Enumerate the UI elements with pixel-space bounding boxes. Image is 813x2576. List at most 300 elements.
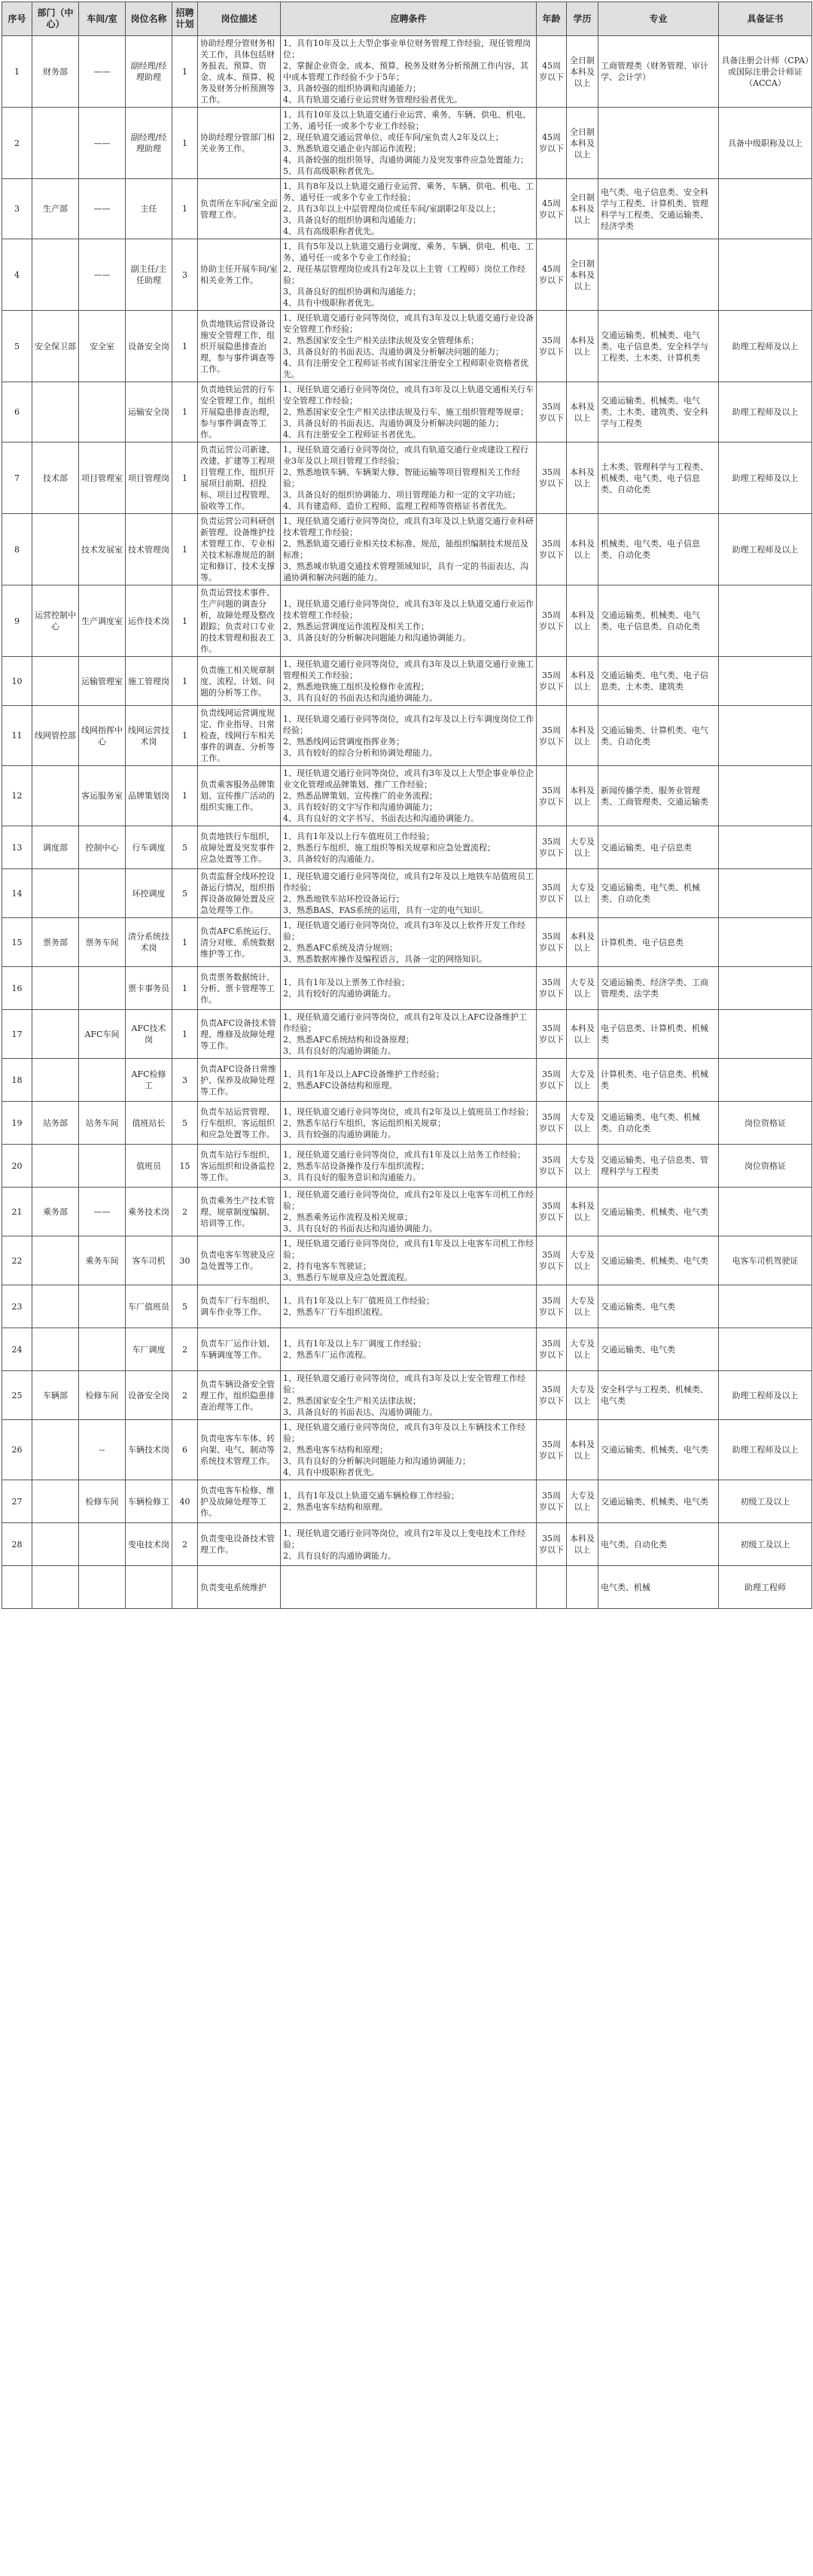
post-description-cell: 负责施工相关规章制度、流程、计划、问题的分析等工作。 [198, 657, 281, 706]
education-cell: 大专及以上 [567, 967, 598, 1010]
certificate-cell [719, 239, 812, 311]
requirement-line: 4、具有高级职称者优先。 [283, 227, 379, 236]
department-cell: 车辆部 [32, 1371, 79, 1420]
certificate-cell: 助理工程师及以上 [719, 311, 812, 382]
requirements-cell [281, 1010, 537, 1059]
requirement-line: 3、熟悉BAS、FAS系统的运用，具有一定的电气知识。 [283, 905, 489, 915]
age-limit-cell: 35周岁以下 [537, 657, 567, 706]
row-number-cell: 5 [2, 311, 32, 382]
requirement-line: 1、现任轨道交通行业同等岗位，或具有1年及以上站务工作经验； [283, 1149, 525, 1160]
post-name-cell: 车厂值班员 [126, 1285, 172, 1328]
age-limit-cell: 35周岁以下 [537, 382, 567, 443]
post-name-cell: 设备安全岗 [126, 311, 172, 382]
workshop-cell [79, 1566, 126, 1609]
hiring-plan-cell: 1 [172, 585, 198, 657]
certificate-cell: 电客车司机驾驶证 [719, 1236, 812, 1285]
requirement-line: 2、持有电客车驾驶证； [283, 1261, 371, 1271]
major-cell: 交通运输类、机械类、电气类、电子信息类、安全科学与工程类、土木类、计算机类 [598, 311, 719, 382]
hiring-plan-cell: 1 [172, 108, 198, 179]
table-row [2, 826, 812, 869]
hiring-plan-cell: 15 [172, 1145, 198, 1188]
post-name-cell: 车辆技术岗 [126, 1420, 172, 1480]
education-cell: 全日制本科及以上 [567, 239, 598, 311]
table-row [2, 918, 812, 967]
major-cell: 电气类、机械 [598, 1566, 719, 1609]
major-cell: 交通运输类、电子信息类、管理科学与工程类 [598, 1145, 719, 1188]
table-row [2, 1371, 812, 1420]
post-description-cell: 负责车辆设备安全管理工作，组织隐患排查治理等工作。 [198, 1371, 281, 1420]
requirements-cell [281, 1285, 537, 1328]
workshop-cell [79, 869, 126, 918]
department-cell: 票务部 [32, 918, 79, 967]
education-cell: 大专及以上 [567, 1236, 598, 1285]
certificate-cell [719, 1285, 812, 1328]
requirements-cell [281, 179, 537, 239]
hiring-plan-cell: 40 [172, 1480, 198, 1523]
major-cell: 工商管理类（财务管理、审计学、会计学） [598, 36, 719, 108]
requirement-line: 3、具备较好的沟通能力。 [283, 853, 379, 864]
requirement-line: 2、现任轨道交通运营单位、或任车间/室负责人2年及以上； [283, 132, 504, 142]
workshop-cell: —— [79, 239, 126, 311]
requirement-line: 1、现任轨道交通行业同等岗位，或具有2年及以上AFC设备维护工作经验； [283, 1012, 527, 1033]
header-cell: 序号 [2, 2, 32, 36]
hiring-plan-cell: 1 [172, 514, 198, 585]
post-name-cell: 车辆检修工 [126, 1480, 172, 1523]
row-number-cell: 12 [2, 766, 32, 826]
post-name-cell: 环控调度 [126, 869, 172, 918]
hiring-plan-cell: 2 [172, 1523, 198, 1566]
education-cell: 本科及以上 [567, 1188, 598, 1236]
hiring-plan-cell: 30 [172, 1236, 198, 1285]
post-description-cell: 负责线网运营调度规定、作业指导、日常检查，线网行车相关事件的调查、分析等工作。 [198, 706, 281, 766]
major-cell [598, 239, 719, 311]
post-description-cell: 负责车站运营管理、行车组织、客运组织和应急处置等工作。 [198, 1102, 281, 1145]
requirement-line: 2、掌握企业资金、成本、预算、税务及财务分析预测工作内容，其中成本管理工作经验不少于5年； [283, 61, 528, 82]
post-description-cell: 负责车厂行车组织、调车作业等工作。 [198, 1285, 281, 1328]
row-number-cell: 28 [2, 1523, 32, 1566]
requirements-cell [281, 1566, 537, 1609]
education-cell: 本科及以上 [567, 1010, 598, 1059]
requirement-line: 3、具备良好的组织协调能力、项目管理能力和一定的文字功底； [283, 490, 520, 500]
major-cell: 交通运输类、电气类 [598, 1285, 719, 1328]
major-cell: 交通运输类、机械类、电气类、电子信息类、自动化类 [598, 585, 719, 657]
row-number-cell [2, 1566, 32, 1609]
requirements-cell [281, 1523, 537, 1566]
certificate-cell: 助理工程师及以上 [719, 443, 812, 514]
header-cell: 具备证书 [719, 2, 812, 36]
workshop-cell: 线网指挥中心 [79, 706, 126, 766]
table-row [2, 1566, 812, 1609]
certificate-cell [719, 1188, 812, 1236]
post-name-cell: 副经理/经理助理 [126, 36, 172, 108]
major-cell: 新闻传播学类、服务业管理类、工商管理类、交通运输类 [598, 766, 719, 826]
requirement-line: 4、具备较强的组织领导、沟通协调能力及突发事件应急处置能力； [283, 155, 528, 165]
education-cell: 本科及以上 [567, 1523, 598, 1566]
hiring-plan-cell: 1 [172, 657, 198, 706]
requirement-line: 1、现任轨道交通行业同等岗位，或具有3年及以上软件开发工作经验； [283, 920, 525, 941]
post-name-cell: 副主任/主任助理 [126, 239, 172, 311]
workshop-cell [79, 1145, 126, 1188]
age-limit-cell: 35周岁以下 [537, 1236, 567, 1285]
requirement-line: 3、具备良好的组织协调和沟通能力； [283, 287, 421, 297]
requirement-line: 3、具有较好的文字写作和沟通协调能力； [283, 802, 437, 812]
education-cell: 本科及以上 [567, 657, 598, 706]
requirement-line: 1、具有1年及以上行车值班员工作经验； [283, 831, 434, 841]
table-row [2, 1059, 812, 1102]
requirements-cell [281, 36, 537, 108]
education-cell: 本科及以上 [567, 1420, 598, 1480]
row-number-cell: 26 [2, 1420, 32, 1480]
major-cell: 土木类、管理科学与工程类、机械类、电气类、电子信息类、自动化类 [598, 443, 719, 514]
department-cell [32, 514, 79, 585]
row-number-cell: 27 [2, 1480, 32, 1523]
department-cell [32, 1236, 79, 1285]
post-description-cell: 负责地铁运营的行车安全管理工作，组织开展隐患排查治理，参与事件调查等工作。 [198, 382, 281, 443]
age-limit-cell: 35周岁以下 [537, 1188, 567, 1236]
requirement-line: 4、具有轨道交通行业运营财务管理经验者优先。 [283, 95, 462, 105]
department-cell [32, 1059, 79, 1102]
requirement-line: 3、具备良好的组织协调和沟通能力； [283, 215, 421, 225]
requirement-line: 5、具有高级职称者优先。 [283, 166, 379, 176]
department-cell: 站务部 [32, 1102, 79, 1145]
post-description-cell: 负责乘务生产技术管理、规章制度编制、培训等工作。 [198, 1188, 281, 1236]
requirement-line: 2、熟悉国家安全生产相关法律法规； [283, 1396, 421, 1406]
post-name-cell: AFC检修工 [126, 1059, 172, 1102]
requirement-line: 3、具有良好的沟通协调能力。 [283, 1046, 396, 1056]
requirement-line: 2、熟悉电客车结构和原理； [283, 1445, 388, 1455]
certificate-cell: 助理工程师及以上 [719, 1371, 812, 1420]
workshop-cell: —— [79, 36, 126, 108]
requirement-line: 1、具有1年及以上票务工作经验； [283, 978, 410, 987]
workshop-cell [79, 1059, 126, 1102]
hiring-plan-cell: 2 [172, 1371, 198, 1420]
post-description-cell: 负责变电系统维护 [198, 1566, 281, 1609]
certificate-cell [719, 1010, 812, 1059]
requirement-line: 1、现任轨道交通行业同等岗位，或具有3年及以上轨道交通行业科研技术管理工作经验； [283, 516, 534, 537]
row-number-cell: 23 [2, 1285, 32, 1328]
education-cell: 本科及以上 [567, 918, 598, 967]
requirement-line: 2、熟悉车站行车组织、客运组织相关规章； [283, 1118, 446, 1128]
post-description-cell: 负责票务数据统计、分析、票卡管理等工作。 [198, 967, 281, 1010]
table-row [2, 1102, 812, 1145]
header-row [2, 2, 812, 36]
certificate-cell [719, 657, 812, 706]
requirement-line: 2、熟悉AFC设备结构和原理。 [283, 1081, 397, 1090]
department-cell [32, 1523, 79, 1566]
row-number-cell: 16 [2, 967, 32, 1010]
workshop-cell: —— [79, 1188, 126, 1236]
requirement-line: 3、具备良好的分析解决问题能力和沟通协调能力。 [283, 633, 470, 643]
education-cell: 本科及以上 [567, 311, 598, 382]
row-number-cell: 4 [2, 239, 32, 311]
workshop-cell: 站务车间 [79, 1102, 126, 1145]
department-cell [32, 967, 79, 1010]
major-cell: 交通运输类、经济学类、工商管理类、法学类 [598, 967, 719, 1010]
post-name-cell: 车厂调度 [126, 1328, 172, 1371]
requirement-line: 2、熟悉车站设备操作及行车组织流程； [283, 1160, 429, 1171]
header-cell: 岗位描述 [198, 2, 281, 36]
requirement-line: 2、熟悉地铁车站环控设备运行； [283, 894, 404, 904]
hiring-plan-cell: 1 [172, 311, 198, 382]
age-limit-cell: 35周岁以下 [537, 1010, 567, 1059]
department-cell [32, 1145, 79, 1188]
post-name-cell: 施工管理岗 [126, 657, 172, 706]
header-cell: 岗位名称 [126, 2, 172, 36]
education-cell: 大专及以上 [567, 1102, 598, 1145]
department-cell: 乘务部 [32, 1188, 79, 1236]
major-cell: 交通运输类、机械类、电气类、土木类、建筑类、安全科学与工程类 [598, 382, 719, 443]
post-name-cell: 变电技术岗 [126, 1523, 172, 1566]
header-cell: 年龄 [537, 2, 567, 36]
certificate-cell [719, 766, 812, 826]
post-description-cell: 负责地铁运营设备设施安全管理工作，组织开展隐患排查治理，参与事件调查等工作。 [198, 311, 281, 382]
major-cell: 交通运输类、电气类、机械类、自动化类 [598, 1102, 719, 1145]
post-description-cell: 负责所在车间/室全面管理工作。 [198, 179, 281, 239]
row-number-cell: 14 [2, 869, 32, 918]
education-cell: 本科及以上 [567, 514, 598, 585]
workshop-cell: 检修车间 [79, 1480, 126, 1523]
row-number-cell: 6 [2, 382, 32, 443]
post-name-cell: 技术管理岗 [126, 514, 172, 585]
row-number-cell: 18 [2, 1059, 32, 1102]
workshop-cell: 项目管理室 [79, 443, 126, 514]
age-limit-cell: 35周岁以下 [537, 1420, 567, 1480]
requirement-line: 3、具有较好的综合分析和协调处理能力。 [283, 747, 437, 758]
department-cell: 生产部 [32, 179, 79, 239]
education-cell: 大专及以上 [567, 869, 598, 918]
certificate-cell [719, 826, 812, 869]
education-cell: 大专及以上 [567, 1371, 598, 1420]
requirement-line: 3、具备良好的书面表达、沟通协调能力。 [283, 1407, 437, 1417]
requirement-line: 2、熟悉AFC系统结构和设备原理； [283, 1035, 414, 1045]
hiring-plan-cell: 1 [172, 918, 198, 967]
department-cell [32, 1010, 79, 1059]
requirements-cell [281, 514, 537, 585]
workshop-cell: —— [79, 108, 126, 179]
requirements-cell [281, 108, 537, 179]
requirements-cell [281, 1480, 537, 1523]
requirement-line: 1、现任轨道交通行业同等岗位，或具有轨道交通行业或建设工程行业3年及以上项目管理工作经验； [283, 445, 528, 466]
requirement-line: 3、具备良好的书面表达、沟通协调及分析解决问题的能力； [283, 347, 504, 357]
requirements-cell [281, 1236, 537, 1285]
requirement-line: 1、现任轨道交通行业同等岗位，或具有2年及以上电客车司机工作经验； [283, 1190, 534, 1211]
requirement-line: 1、具有10年及以上大型企事业单位财务管理工作经验，现任管理岗位； [283, 38, 531, 59]
age-limit-cell: 35周岁以下 [537, 766, 567, 826]
table-row [2, 443, 812, 514]
workshop-cell: -- [79, 1420, 126, 1480]
row-number-cell: 20 [2, 1145, 32, 1188]
age-limit-cell: 35周岁以下 [537, 514, 567, 585]
requirement-line: 1、现任轨道交通行业同等岗位，或具有3年及以上轨道交通行业施工管理相关工作经验； [283, 659, 534, 680]
post-name-cell: 乘务技术岗 [126, 1188, 172, 1236]
post-description-cell: 协助经理分管财务相关工作，具体包括财务报表、预算、资金、成本、预算、税务及财务分析预测等工作。 [198, 36, 281, 108]
requirements-cell [281, 585, 537, 657]
requirements-cell [281, 1371, 537, 1420]
major-cell: 交通运输类、电气类 [598, 1328, 719, 1371]
requirement-line: 1、现任轨道交通行业同等岗位，或具有1年及以上电客车司机工作经验； [283, 1239, 534, 1260]
certificate-cell: 具备中级职称及以上 [719, 108, 812, 179]
workshop-cell: 技术发展室 [79, 514, 126, 585]
post-name-cell: 客车司机 [126, 1236, 172, 1285]
requirements-cell [281, 382, 537, 443]
certificate-cell [719, 179, 812, 239]
requirement-line: 1、具有1年及以上AFC设备维护工作经验； [283, 1069, 444, 1079]
post-name-cell: AFC技术岗 [126, 1010, 172, 1059]
row-number-cell: 17 [2, 1010, 32, 1059]
age-limit-cell: 35周岁以下 [537, 311, 567, 382]
age-limit-cell: 35周岁以下 [537, 1102, 567, 1145]
major-cell: 交通运输类、电子信息类 [598, 826, 719, 869]
requirement-line: 2、具有良好的沟通协调能力。 [283, 1550, 396, 1561]
department-cell [32, 1480, 79, 1523]
age-limit-cell: 45周岁以下 [537, 36, 567, 108]
workshop-cell [79, 1523, 126, 1566]
requirement-line: 2、熟悉国家安全生产相关法律法规及安全管理体系； [283, 336, 479, 345]
row-number-cell: 2 [2, 108, 32, 179]
row-number-cell: 8 [2, 514, 32, 585]
major-cell: 交通运输类、机械类、电气类 [598, 1188, 719, 1236]
requirements-cell [281, 239, 537, 311]
requirements-cell [281, 443, 537, 514]
education-cell: 本科及以上 [567, 382, 598, 443]
table-row [2, 36, 812, 108]
requirement-line: 1、现任轨道交通行业同等岗位，或具有3年及以上安全管理工作经验； [283, 1373, 525, 1394]
post-name-cell: 值班员 [126, 1145, 172, 1188]
requirement-line: 1、现任轨道交通行业同等岗位，或具有3年及以上轨道交通行业运作技术管理工作经验； [283, 599, 534, 620]
requirements-cell [281, 706, 537, 766]
post-name-cell: 行车调度 [126, 826, 172, 869]
table-row [2, 1188, 812, 1236]
requirement-line: 1、现任轨道交通行业同等岗位，或具有2年及以上地铁车站值班员工作经验； [283, 871, 534, 893]
post-description-cell: 负责AFC系统运行、清分对账、系统数据维护等工作。 [198, 918, 281, 967]
hiring-plan-cell: 6 [172, 1420, 198, 1480]
requirement-line: 1、现任轨道交通行业同等岗位，或具有3年及以上车辆技术工作经验； [283, 1422, 525, 1443]
table-row [2, 766, 812, 826]
row-number-cell: 22 [2, 1236, 32, 1285]
workshop-cell: AFC车间 [79, 1010, 126, 1059]
certificate-cell [719, 869, 812, 918]
certificate-cell: 助理工程师及以上 [719, 382, 812, 443]
header-cell: 车间/室 [79, 2, 126, 36]
row-number-cell: 10 [2, 657, 32, 706]
post-description-cell: 协助主任开展车间/室相关业务工作。 [198, 239, 281, 311]
certificate-cell [719, 1328, 812, 1371]
post-name-cell: 项目管理岗 [126, 443, 172, 514]
requirement-line: 4、具有中级职称者优先。 [283, 1467, 379, 1477]
age-limit-cell: 35周岁以下 [537, 706, 567, 766]
post-name-cell: 运作技术岗 [126, 585, 172, 657]
age-limit-cell: 35周岁以下 [537, 443, 567, 514]
requirement-line: 4、具有建造师、造价工程师、监理工程师等资格证书者优先。 [283, 501, 512, 511]
department-cell [32, 239, 79, 311]
certificate-cell [719, 1059, 812, 1102]
requirement-line: 3、具有良好的分析解决问题能力和沟通协调能力； [283, 1456, 470, 1466]
age-limit-cell: 35周岁以下 [537, 585, 567, 657]
row-number-cell: 1 [2, 36, 32, 108]
hiring-plan-cell: 1 [172, 706, 198, 766]
hiring-plan-cell: 3 [172, 1059, 198, 1102]
table-row [2, 1328, 812, 1371]
age-limit-cell: 35周岁以下 [537, 1480, 567, 1523]
requirements-cell [281, 967, 537, 1010]
post-description-cell: 负责AFC设备技术管理、维修及故障处理等工作。 [198, 1010, 281, 1059]
requirement-line: 2、熟悉国家安全生产相关法律法规及行车、施工组织管理等规章； [283, 407, 528, 417]
hiring-plan-cell: 5 [172, 869, 198, 918]
major-cell: 机械类、电气类、电子信息类、自动化类 [598, 514, 719, 585]
major-cell: 交通运输类、机械类、电气类 [598, 1420, 719, 1480]
table-row [2, 657, 812, 706]
requirement-line: 2、熟悉车厂运作流程。 [283, 1350, 371, 1360]
post-description-cell: 负责乘客服务品牌策划、宣传推广活动的组织实施工作。 [198, 766, 281, 826]
workshop-cell: 客运服务室 [79, 766, 126, 826]
department-cell [32, 1285, 79, 1328]
requirements-cell [281, 1059, 537, 1102]
major-cell: 电子信息类、计算机类、机械类 [598, 1010, 719, 1059]
row-number-cell: 19 [2, 1102, 32, 1145]
department-cell [32, 382, 79, 443]
table-row [2, 585, 812, 657]
major-cell: 交通运输类、电气类、机械类、自动化类 [598, 869, 719, 918]
department-cell: 线网管控部 [32, 706, 79, 766]
department-cell [32, 108, 79, 179]
row-number-cell: 24 [2, 1328, 32, 1371]
requirement-line: 1、现任轨道交通行业同等岗位，或具有3年及以上轨道交通相关行车安全管理工作经验； [283, 385, 534, 406]
department-cell: 财务部 [32, 36, 79, 108]
workshop-cell: 票务车间 [79, 918, 126, 967]
header-cell: 学历 [567, 2, 598, 36]
department-cell: 调度部 [32, 826, 79, 869]
age-limit-cell: 35周岁以下 [537, 1328, 567, 1371]
education-cell: 大专及以上 [567, 826, 598, 869]
workshop-cell: 安全室 [79, 311, 126, 382]
hiring-plan-cell: 5 [172, 1285, 198, 1328]
post-name-cell: 线网运营技术岗 [126, 706, 172, 766]
certificate-cell [719, 918, 812, 967]
table-row [2, 239, 812, 311]
requirement-line: 1、现任轨道交通行业同等岗位，或具有2年及以上行车调度岗位工作经验； [283, 713, 534, 735]
major-cell: 电气类、电子信息类、安全科学与工程类、计算机类、管理科学与工程类、交通运输类、经济学类 [598, 179, 719, 239]
post-description-cell: 负责AFC设备日常维护、保养及故障处理等工作。 [198, 1059, 281, 1102]
header-cell: 应聘条件 [281, 2, 537, 36]
hiring-plan-cell: 5 [172, 826, 198, 869]
post-name-cell: 品牌策划岗 [126, 766, 172, 826]
education-cell: 大专及以上 [567, 1328, 598, 1371]
certificate-cell: 助理工程师及以上 [719, 514, 812, 585]
requirement-line: 1、具有1年及以上轨道交通车辆检修工作经验； [283, 1491, 459, 1501]
workshop-cell: 运输管理室 [79, 657, 126, 706]
workshop-cell: 控制中心 [79, 826, 126, 869]
requirements-cell [281, 1420, 537, 1480]
major-cell: 计算机类、电子信息类 [598, 918, 719, 967]
hiring-plan-cell: 1 [172, 967, 198, 1010]
header-cell: 招聘计划 [172, 2, 198, 36]
education-cell: 全日制本科及以上 [567, 179, 598, 239]
post-description-cell: 负责电客车检修、维护及故障处理等工作。 [198, 1480, 281, 1523]
hiring-plan-cell: 5 [172, 1102, 198, 1145]
requirement-line: 2、熟悉乘务运作流程及相关规章； [283, 1212, 413, 1222]
row-number-cell: 13 [2, 826, 32, 869]
department-cell [32, 1328, 79, 1371]
requirement-line: 1、具有1年及以上车厂调度工作经验； [283, 1339, 426, 1349]
requirements-cell [281, 657, 537, 706]
row-number-cell: 9 [2, 585, 32, 657]
requirement-line: 4、具有注册安全工程师证书或有国家注册安全工程师职业资格者优先。 [283, 358, 528, 379]
table-body [2, 36, 812, 1609]
requirement-line: 1、具有8年及以上轨道交通行业运营、乘务、车辆、供电、机电、工务、通号任一或多个专业工作经验； [283, 181, 534, 202]
education-cell: 大专及以上 [567, 1059, 598, 1102]
education-cell: 大专及以上 [567, 1285, 598, 1328]
education-cell: 全日制本科及以上 [567, 108, 598, 179]
